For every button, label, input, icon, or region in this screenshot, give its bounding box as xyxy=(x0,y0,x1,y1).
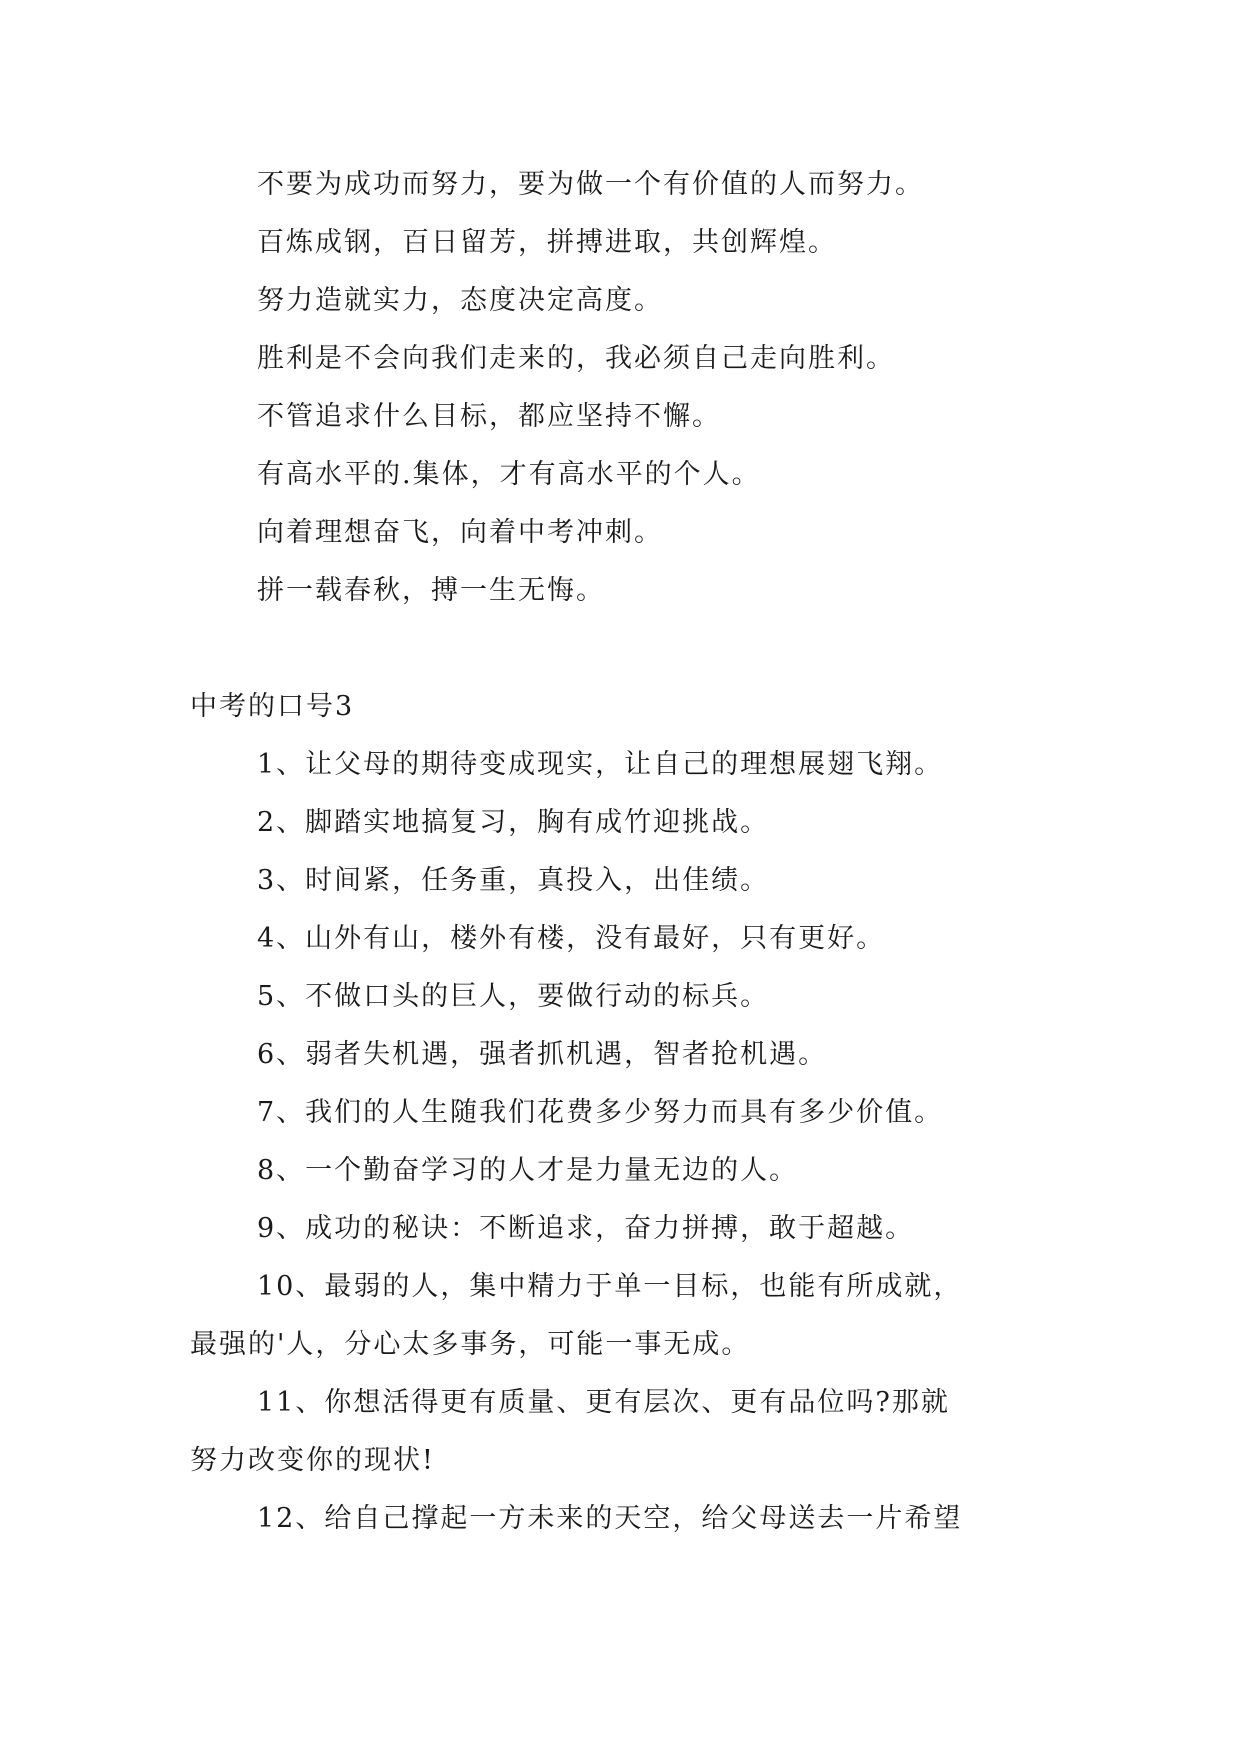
numbered-item: 2、脚踏实地搞复习，胸有成竹迎挑战。 xyxy=(257,807,770,838)
numbered-item: 8、一个勤奋学习的人才是力量无边的人。 xyxy=(257,1155,799,1186)
numbered-item-10-line-1: 10、最弱的人，集中精力于单一目标，也能有所成就， xyxy=(257,1271,963,1302)
slogan-line: 拼一载春秋，搏一生无悔。 xyxy=(257,575,605,606)
numbered-item: 6、弱者失机遇，强者抓机遇，智者抢机遇。 xyxy=(257,1039,828,1070)
numbered-item-10-line-2: 最强的'人，分心太多事务，可能一事无成。 xyxy=(190,1329,751,1360)
numbered-item: 1、让父母的期待变成现实，让自己的理想展翅飞翔。 xyxy=(257,749,944,780)
numbered-item-11-line-1: 11、你想活得更有质量、更有层次、更有品位吗?那就 xyxy=(257,1387,950,1418)
slogan-line: 不要为成功而努力，要为做一个有价值的人而努力。 xyxy=(257,169,924,200)
numbered-item-11-line-2: 努力改变你的现状! xyxy=(190,1445,435,1476)
numbered-item: 4、山外有山，楼外有楼，没有最好，只有更好。 xyxy=(257,923,886,954)
slogan-line: 有高水平的.集体，才有高水平的个人。 xyxy=(257,459,761,490)
slogan-line: 不管追求什么目标，都应坚持不懈。 xyxy=(257,401,721,432)
slogan-line: 百炼成钢，百日留芳，拼搏进取，共创辉煌。 xyxy=(257,227,837,258)
numbered-item: 3、时间紧，任务重，真投入，出佳绩。 xyxy=(257,865,770,896)
numbered-item: 5、不做口头的巨人，要做行动的标兵。 xyxy=(257,981,770,1012)
numbered-item: 9、成功的秘诀：不断追求，奋力拼搏，敢于超越。 xyxy=(257,1213,915,1244)
slogan-line: 胜利是不会向我们走来的，我必须自己走向胜利。 xyxy=(257,343,895,374)
numbered-item: 7、我们的人生随我们花费多少努力而具有多少价值。 xyxy=(257,1097,944,1128)
section-title: 中考的口号3 xyxy=(190,691,355,722)
slogan-line: 努力造就实力，态度决定高度。 xyxy=(257,285,663,316)
numbered-item-12-line-1: 12、给自己撑起一方未来的天空，给父母送去一片希望 xyxy=(257,1503,963,1534)
slogan-line: 向着理想奋飞，向着中考冲刺。 xyxy=(257,517,663,548)
